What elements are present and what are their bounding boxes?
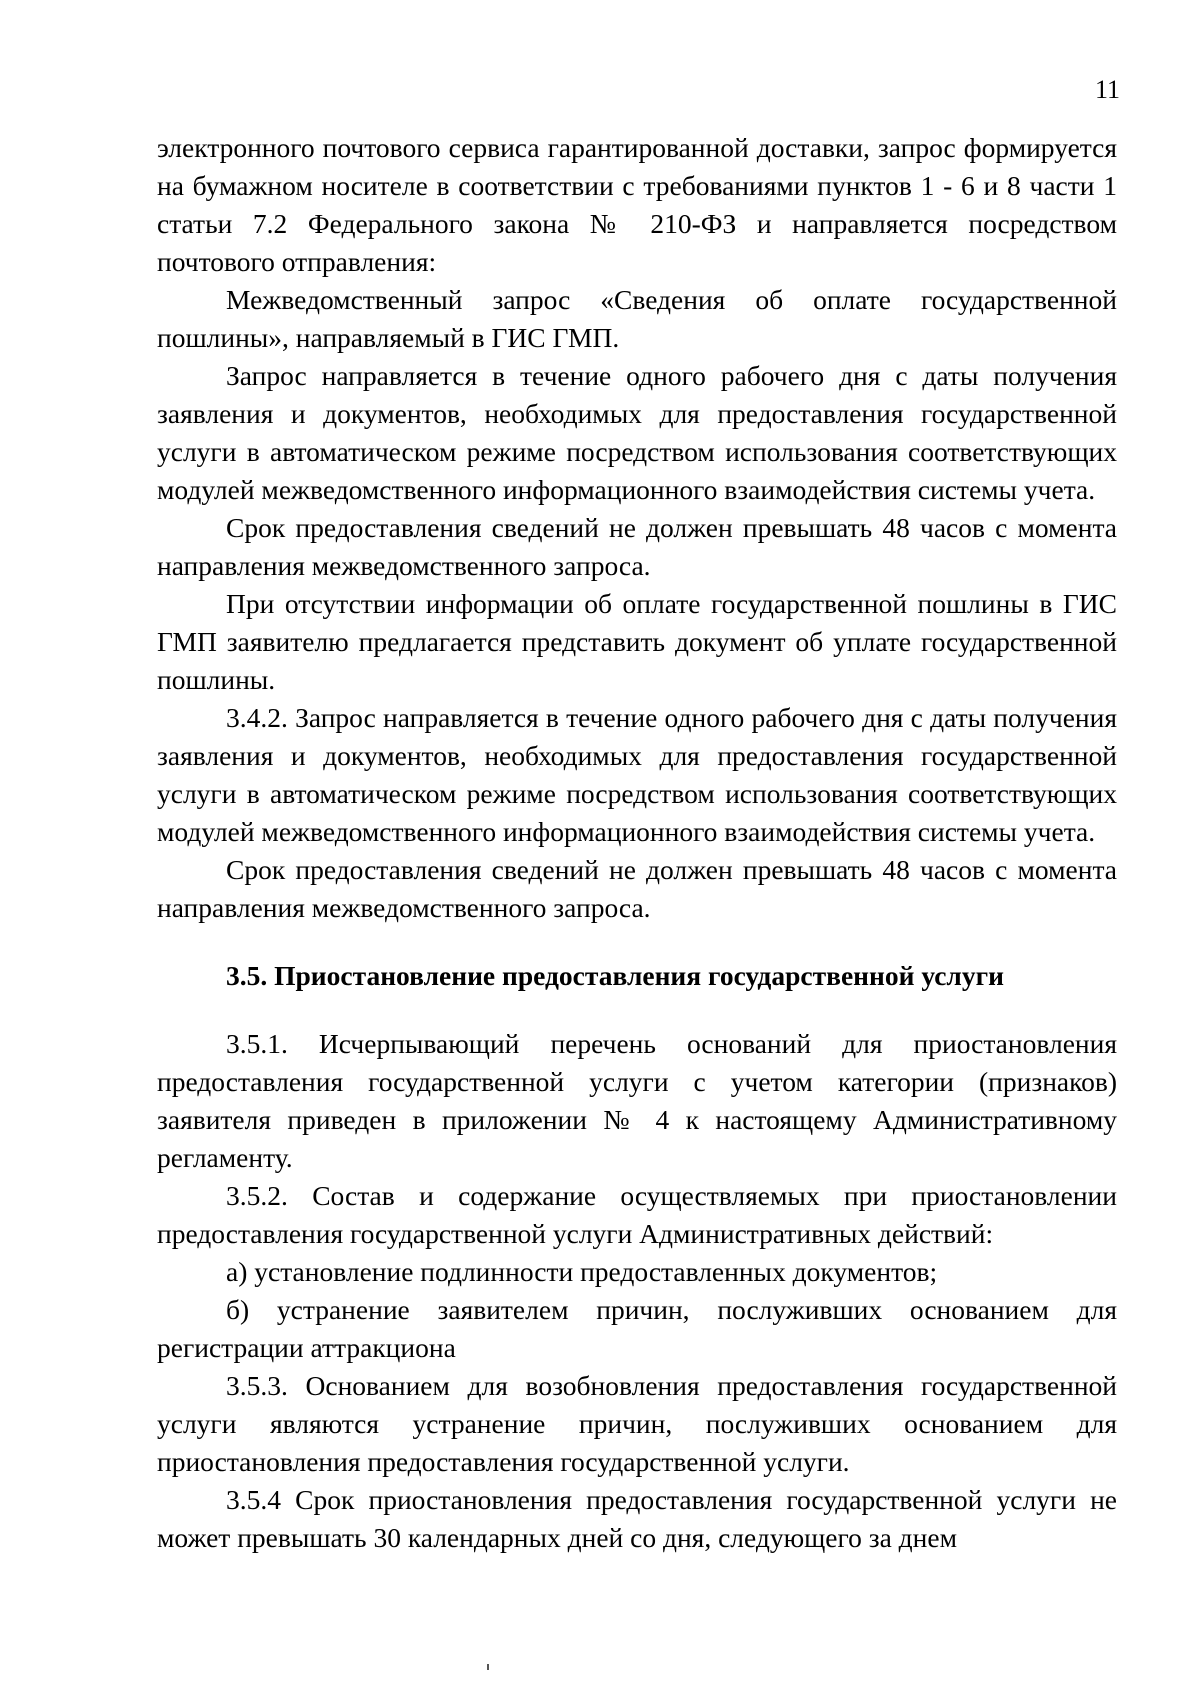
paragraph-missing-payment: При отсутствии информации об оплате государственной пошлины в ГИС ГМП заявителю предлагается представить документ об уплате государственной пошлины. bbox=[157, 588, 1117, 695]
paragraph-3-5-3: 3.5.3. Основанием для возобновления предоставления государственной услуги являются устранение причин, послуживших основанием для приостановления предоставления государственной услуги. bbox=[157, 1370, 1117, 1477]
paragraph-interagency-request: Межведомственный запрос «Сведения об оплате государственной пошлины», направляемый в ГИС ГМП. bbox=[157, 284, 1117, 353]
paragraph-continuation: электронного почтового сервиса гарантированной доставки, запрос формируется на бумажном носителе в соответствии с требованиями пунктов 1 - 6 и 8 части 1 статьи 7.2 Федерального закона № 210-ФЗ и направляется посредством почтового отправления: bbox=[157, 132, 1117, 277]
scan-artifact-dot bbox=[487, 1664, 489, 1670]
document-body bbox=[157, 129, 1117, 1557]
paragraph-3-4-2: 3.4.2. Запрос направляется в течение одного рабочего дня с даты получения заявления и документов, необходимых для предоставления государственной услуги в автоматическом режиме посредством использования соответствующих модулей межведомственного информационного взаимодействия системы учета. bbox=[157, 702, 1117, 847]
list-item-b: б) устранение заявителем причин, послуживших основанием для регистрации аттракциона bbox=[157, 1294, 1117, 1363]
paragraph-3-5-4: 3.5.4 Срок приостановления предоставления государственной услуги не может превышать 30 календарных дней со дня, следующего за днем bbox=[157, 1484, 1117, 1553]
paragraph-request-timing: Запрос направляется в течение одного рабочего дня с даты получения заявления и документов, необходимых для предоставления государственной услуги в автоматическом режиме посредством использования соответствующих модулей межведомственного информационного взаимодействия системы учета. bbox=[157, 360, 1117, 505]
paragraph-response-deadline: Срок предоставления сведений не должен превышать 48 часов с момента направления межведомственного запроса. bbox=[157, 512, 1117, 581]
page-number: 11 bbox=[1094, 75, 1120, 104]
paragraph-3-5-1: 3.5.1. Исчерпывающий перечень оснований для приостановления предоставления государственной услуги с учетом категории (признаков) заявителя приведен в приложении № 4 к настоящему Административному регламенту. bbox=[157, 1028, 1117, 1173]
paragraph-3-5-2: 3.5.2. Состав и содержание осуществляемых при приостановлении предоставления государственной услуги Административных действий: bbox=[157, 1180, 1117, 1249]
section-heading-3-5: 3.5. Приостановление предоставления государственной услуги bbox=[226, 960, 1004, 991]
list-item-a: а) установление подлинности предоставленных документов; bbox=[226, 1256, 938, 1287]
paragraph-response-deadline-2: Срок предоставления сведений не должен превышать 48 часов с момента направления межведомственного запроса. bbox=[157, 854, 1117, 923]
